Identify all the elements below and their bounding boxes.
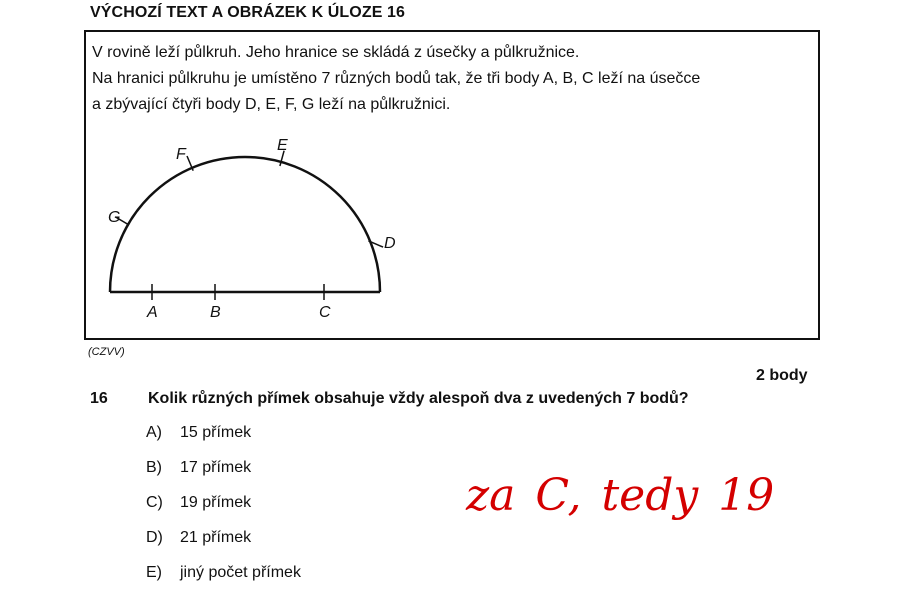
option-c-letter: C) [146, 494, 163, 511]
label-A: A [147, 304, 158, 321]
option-c[interactable] [146, 494, 251, 512]
option-d-letter: D) [146, 529, 163, 546]
question-text: Kolik různých přímek obsahuje vždy alespoň dva z uvedených 7 bodů? [148, 390, 689, 407]
option-d-text: 21 přímek [180, 529, 252, 546]
option-b[interactable] [146, 459, 251, 477]
source-credit: (CZVV) [88, 346, 125, 358]
option-c-text: 19 přímek [180, 494, 252, 511]
option-a[interactable] [146, 424, 251, 442]
option-d[interactable] [146, 529, 251, 547]
option-a-text: 15 přímek [180, 424, 252, 441]
option-e-letter: E) [146, 564, 162, 581]
option-b-letter: B) [146, 459, 162, 476]
semicircle-arc [110, 157, 380, 292]
label-C: C [319, 304, 331, 321]
source-text-box [84, 30, 820, 340]
source-text-line-2: Na hranici půlkruhu je umístěno 7 různých bodů tak, že tři body A, B, C leží na úsečce [92, 70, 701, 87]
option-a-letter: A) [146, 424, 162, 441]
option-b-text: 17 přímek [180, 459, 252, 476]
option-e-text: jiný počet přímek [180, 564, 301, 581]
label-E: E [277, 137, 288, 154]
label-B: B [210, 304, 221, 321]
option-e[interactable] [146, 564, 301, 582]
task-heading: VÝCHOZÍ TEXT A OBRÁZEK K ÚLOZE 16 [90, 4, 406, 21]
label-G: G [108, 209, 121, 226]
label-D: D [384, 235, 396, 252]
points-value: 2 body [756, 367, 808, 384]
question-number: 16 [90, 390, 108, 407]
semicircle-figure [86, 32, 818, 338]
source-text-line-3: a zbývající čtyři body D, E, F, G leží na půlkružnici. [92, 96, 451, 113]
source-text-line-1: V rovině leží půlkruh. Jeho hranice se skládá z úsečky a půlkružnice. [92, 44, 580, 61]
label-F: F [176, 146, 186, 163]
handwritten-answer-note: za C, tedy 19 [466, 470, 775, 521]
